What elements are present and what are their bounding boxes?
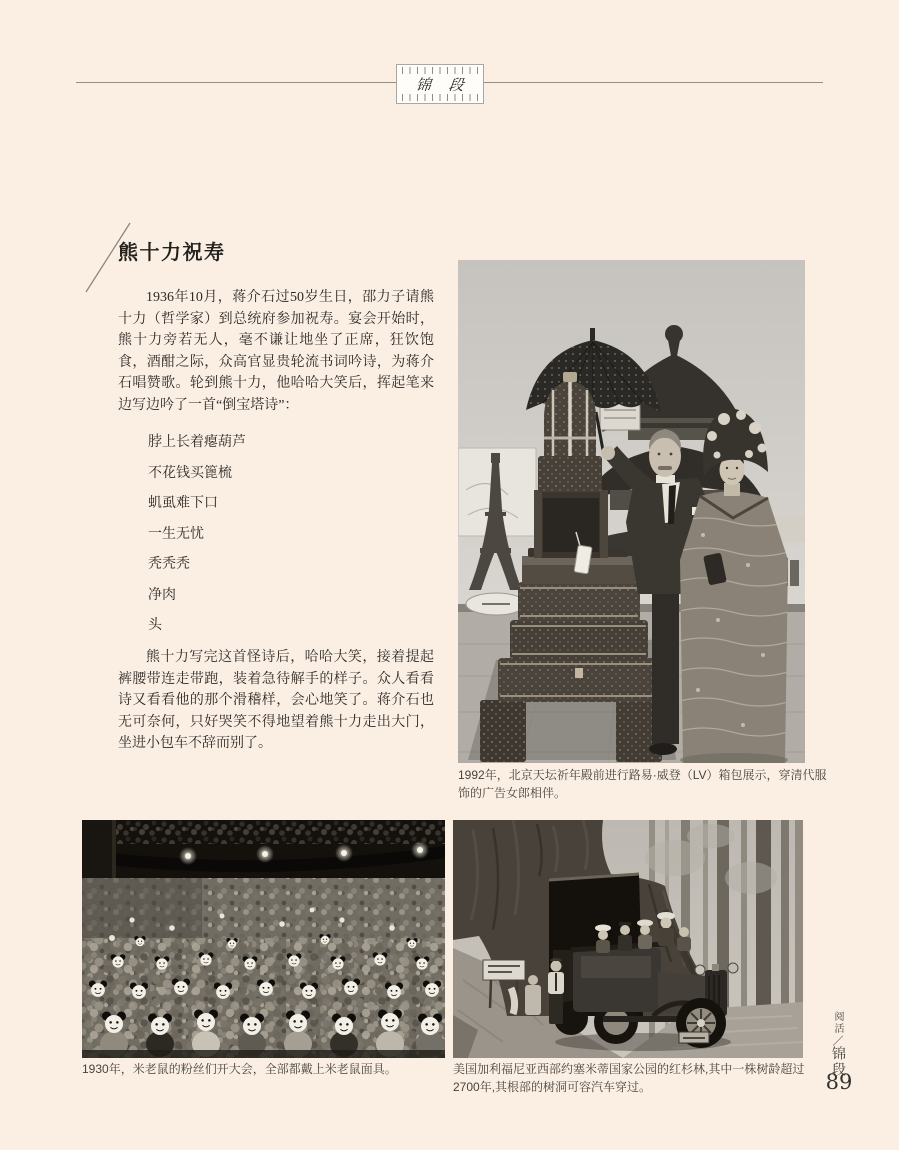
figure-mickey	[82, 820, 445, 1058]
poem-line: 不花钱买篦梳	[148, 465, 232, 481]
sidebar-section-label	[829, 1011, 845, 1078]
poem-line: 虮虱难下口	[148, 496, 218, 511]
page-number: 89	[825, 1070, 853, 1094]
photo-lv-temple-of-heaven	[458, 260, 805, 763]
article-paragraph-2: 熊十力写完这首怪诗后，哈哈大笑，接着提起裤腰带连走带跑，装着急待解手的样子。众人看看诗又看看他的那个滑稽样，会心地笑了。蒋介石也无可奈何，只好哭笑不得地望着熊十力走出大门，坐进小包车不辞而别了。	[118, 650, 434, 751]
sidebar-separator: ／	[831, 1035, 843, 1046]
photo-sequoia-tunnel	[453, 820, 803, 1058]
stamp-label: 锦 段	[415, 77, 472, 94]
poem	[148, 428, 246, 642]
poem-line: 秃秃秃	[148, 557, 190, 572]
sidebar-magazine-label: 阅活	[832, 1011, 843, 1035]
article-title: 熊十力祝寿	[118, 242, 226, 264]
photo-caption: 1992年，北京天坛祈年殿前进行路易·威登（LV）箱包展示，穿清代服饰的广告女郎相伴。	[458, 768, 827, 800]
poem-line: 脖上长着瘪葫芦	[148, 435, 246, 450]
figure-sequoia	[453, 820, 803, 1058]
photo-mickey-crowd	[82, 820, 445, 1058]
poem-line: 一生无忧	[148, 526, 204, 542]
sidebar-section-name: 锦段	[830, 1046, 845, 1078]
article-paragraph-1: 1936年10月，蒋介石过50岁生日，邵力子请熊十力（哲学家）到总统府参加祝寿。宴会开始时，熊十力旁若无人，毫不谦让地坐了正席，狂饮饱食，酒酣之际，众高官显贵轮流书词吟诗，为蒋介石唱赞歌。轮到熊十力，他哈哈大笑后，挥起笔来边写边吟了一首“倒宝塔诗”：	[118, 290, 434, 413]
section-stamp	[396, 64, 484, 104]
poem-line: 头	[148, 618, 162, 633]
photo-caption: 美国加利福尼亚西部约塞米蒂国家公园的红杉林,其中一株树龄超过2700年,其根部的树洞可容汽车穿过。	[453, 1062, 805, 1094]
poem-line: 净肉	[148, 587, 176, 603]
figure-lv-temple	[458, 260, 805, 763]
photo-caption: 1930年，米老鼠的粉丝们开大会，全部都戴上米老鼠面具。	[82, 1062, 397, 1076]
